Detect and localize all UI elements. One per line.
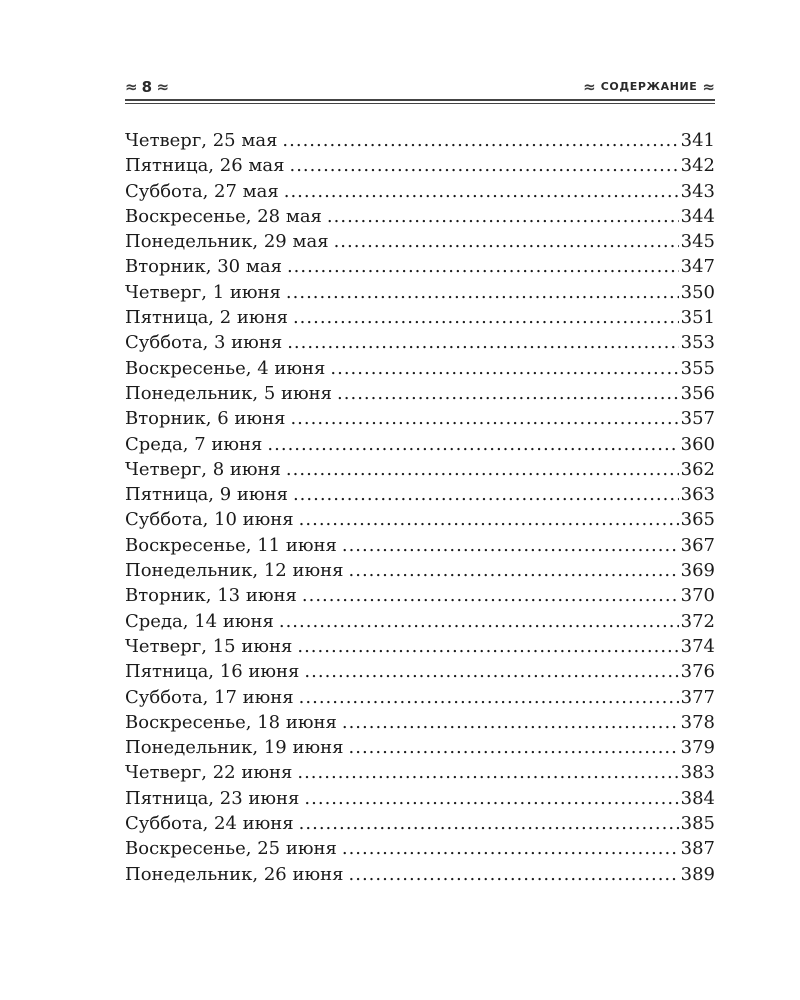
toc-entry (125, 735, 715, 760)
table-of-contents (125, 128, 715, 887)
toc-entry (125, 356, 715, 381)
toc-entry-title: Воскресенье, 4 июня (125, 357, 326, 379)
toc-entry-page: 355 (680, 357, 715, 379)
toc-dot-leader (289, 153, 678, 178)
toc-entry-page: 347 (680, 256, 715, 278)
toc-entry (125, 533, 715, 558)
toc-dot-leader (299, 507, 679, 532)
toc-entry-title: Четверг, 15 июня (125, 635, 293, 657)
toc-dot-leader (349, 735, 679, 760)
toc-entry (125, 634, 715, 659)
toc-entry-title: Вторник, 13 июня (125, 585, 297, 607)
toc-entry-page: 341 (680, 130, 715, 151)
toc-entry-page: 377 (680, 686, 715, 708)
toc-entry-page: 353 (680, 332, 715, 354)
toc-entry-title: Пятница, 23 июня (125, 787, 300, 809)
toc-dot-leader (297, 634, 678, 659)
toc-entry-page: 350 (680, 281, 715, 303)
section-title: СОДЕРЖАНИЕ (600, 80, 698, 93)
toc-entry (125, 179, 715, 204)
toc-dot-leader (337, 381, 679, 406)
toc-entry-title: Вторник, 6 июня (125, 408, 286, 430)
toc-dot-leader (293, 305, 679, 330)
toc-entry (125, 482, 715, 507)
toc-entry (125, 457, 715, 482)
toc-entry-title: Среда, 14 июня (125, 610, 274, 632)
toc-entry-page: 360 (680, 433, 715, 455)
toc-entry-title: Пятница, 16 июня (125, 661, 300, 683)
toc-dot-leader (334, 229, 679, 254)
toc-entry-title: Пятница, 9 июня (125, 484, 288, 506)
toc-entry-title: Четверг, 1 июня (125, 281, 281, 303)
toc-entry-page: 369 (680, 560, 715, 582)
toc-dot-leader (279, 609, 679, 634)
toc-entry-title: Понедельник, 5 июня (125, 382, 333, 404)
toc-entry-page: 370 (680, 585, 715, 607)
toc-dot-leader (290, 406, 678, 431)
toc-entry-page: 345 (680, 231, 715, 253)
toc-entry-page: 384 (680, 787, 715, 809)
toc-entry (125, 811, 715, 836)
toc-entry-title: Понедельник, 26 июня (125, 863, 344, 885)
toc-entry (125, 305, 715, 330)
toc-entry-title: Суббота, 24 июня (125, 813, 294, 835)
toc-entry-page: 383 (680, 762, 715, 784)
toc-entry (125, 659, 715, 684)
toc-dot-leader (304, 786, 678, 811)
toc-dot-leader (299, 811, 679, 836)
toc-dot-leader (330, 356, 678, 381)
toc-dot-leader (349, 862, 679, 887)
toc-entry (125, 786, 715, 811)
toc-entry-page: 351 (680, 307, 715, 329)
toc-entry (125, 204, 715, 229)
toc-entry (125, 254, 715, 279)
toc-entry-title: Суббота, 17 июня (125, 686, 294, 708)
toc-entry-page: 365 (680, 509, 715, 531)
header-rule-thick (125, 99, 715, 101)
toc-entry-page: 387 (680, 838, 715, 860)
toc-entry-title: Четверг, 22 июня (125, 762, 293, 784)
toc-entry-title: Пятница, 26 мая (125, 155, 285, 177)
toc-dot-leader (349, 558, 679, 583)
toc-dot-leader (267, 432, 678, 457)
toc-entry-page: 356 (680, 382, 715, 404)
toc-entry-page: 367 (680, 534, 715, 556)
toc-entry-page: 389 (680, 863, 715, 885)
toc-entry-page: 363 (680, 484, 715, 506)
header-page-number-group (125, 78, 169, 96)
toc-dot-leader (299, 685, 679, 710)
ornament-left-close: ≈ (156, 78, 170, 96)
toc-entry-title: Пятница, 2 июня (125, 307, 288, 329)
toc-entry-page: 357 (680, 408, 715, 430)
toc-entry-page: 385 (680, 813, 715, 835)
toc-entry-page: 362 (680, 458, 715, 480)
toc-entry (125, 558, 715, 583)
toc-entry-title: Воскресенье, 25 июня (125, 838, 337, 860)
toc-entry-page: 379 (680, 737, 715, 759)
toc-entry (125, 280, 715, 305)
toc-entry-page: 376 (680, 661, 715, 683)
toc-entry (125, 609, 715, 634)
toc-entry (125, 836, 715, 861)
running-header (125, 78, 715, 98)
toc-entry-page: 344 (680, 205, 715, 227)
toc-dot-leader (286, 280, 679, 305)
toc-entry (125, 685, 715, 710)
toc-dot-leader (342, 710, 679, 735)
toc-dot-leader (287, 254, 679, 279)
toc-entry-title: Понедельник, 19 июня (125, 737, 344, 759)
toc-entry-title: Суббота, 27 мая (125, 180, 279, 202)
toc-entry-title: Понедельник, 12 июня (125, 560, 344, 582)
header-rule-thin (125, 103, 715, 104)
toc-entry-title: Воскресенье, 18 июня (125, 711, 337, 733)
toc-entry (125, 128, 715, 153)
toc-entry-title: Вторник, 30 мая (125, 256, 282, 278)
toc-entry-title: Понедельник, 29 мая (125, 231, 329, 253)
toc-entry (125, 862, 715, 887)
ornament-right-close: ≈ (702, 78, 715, 96)
toc-entry (125, 710, 715, 735)
toc-dot-leader (327, 204, 679, 229)
toc-entry (125, 229, 715, 254)
toc-dot-leader (297, 760, 678, 785)
toc-dot-leader (342, 533, 679, 558)
toc-entry (125, 153, 715, 178)
page-number: 8 (141, 78, 153, 96)
toc-entry-page: 342 (680, 155, 715, 177)
toc-entry-title: Суббота, 3 июня (125, 332, 283, 354)
toc-entry-title: Среда, 7 июня (125, 433, 263, 455)
toc-entry-page: 374 (680, 635, 715, 657)
toc-entry-page: 343 (680, 180, 715, 202)
toc-entry (125, 381, 715, 406)
toc-entry-title: Суббота, 10 июня (125, 509, 294, 531)
ornament-right-open: ≈ (583, 78, 596, 96)
toc-dot-leader (304, 659, 678, 684)
toc-entry-title: Четверг, 8 июня (125, 458, 281, 480)
toc-dot-leader (282, 128, 678, 153)
toc-dot-leader (342, 836, 679, 861)
toc-dot-leader (302, 583, 679, 608)
toc-entry (125, 507, 715, 532)
toc-entry-page: 378 (680, 711, 715, 733)
toc-entry-title: Воскресенье, 28 мая (125, 205, 322, 227)
toc-entry (125, 583, 715, 608)
header-section-group (583, 78, 715, 96)
toc-entry (125, 330, 715, 355)
toc-entry (125, 406, 715, 431)
toc-dot-leader (284, 179, 679, 204)
toc-entry-title: Воскресенье, 11 июня (125, 534, 337, 556)
toc-dot-leader (287, 330, 678, 355)
toc-entry (125, 432, 715, 457)
toc-entry-title: Четверг, 25 мая (125, 130, 278, 151)
toc-entry-page: 372 (680, 610, 715, 632)
toc-dot-leader (293, 482, 679, 507)
toc-dot-leader (286, 457, 679, 482)
ornament-left-open: ≈ (125, 78, 138, 96)
toc-entry (125, 760, 715, 785)
